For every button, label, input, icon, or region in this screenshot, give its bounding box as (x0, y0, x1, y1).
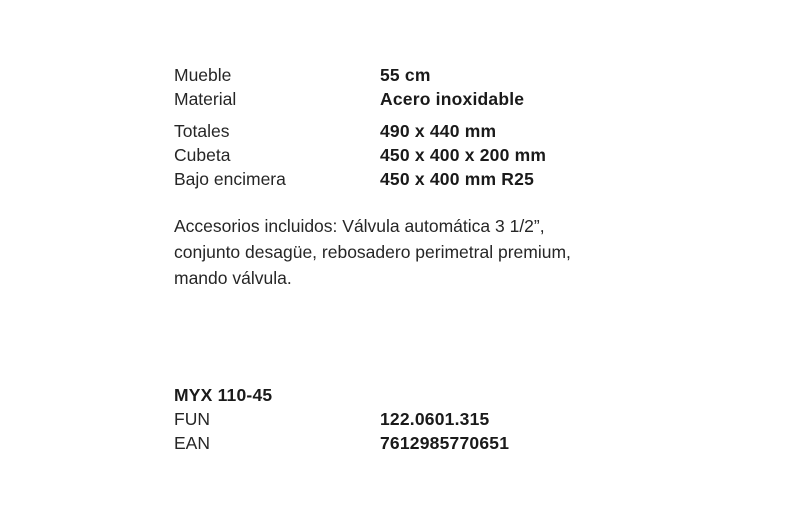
spec-label: Totales (174, 121, 230, 141)
model-value: 122.0601.315 (380, 409, 490, 429)
spec-row-mueble (174, 63, 774, 87)
model-value: 7612985770651 (380, 433, 510, 453)
model-row-fun (174, 407, 774, 431)
model-title: MYX 110-45 (174, 385, 273, 405)
spec-value: 450 x 400 x 200 mm (380, 145, 547, 165)
spec-label: Material (174, 89, 237, 109)
model-label: EAN (174, 433, 210, 453)
spec-row-cubeta (174, 143, 774, 167)
spec-row-totales (174, 119, 774, 143)
spec-row-bajo-encimera (174, 167, 774, 191)
model-label: FUN (174, 409, 210, 429)
spec-value: 450 x 400 mm R25 (380, 169, 535, 189)
spec-label: Cubeta (174, 145, 231, 165)
model-row-ean (174, 431, 774, 455)
spec-label: Bajo encimera (174, 169, 286, 189)
spec-value: 490 x 440 mm (380, 121, 497, 141)
spec-label: Mueble (174, 65, 232, 85)
spec-value: Acero inoxidable (380, 89, 525, 109)
model-info (174, 383, 774, 455)
spec-value: 55 cm (380, 65, 431, 85)
spec-row-material (174, 87, 774, 111)
accessories-text: Accesorios incluidos: Válvula automática 3 1/2”, conjunto desagüe, rebosadero perimetral premium, mando válvula. (174, 216, 571, 288)
spec-sheet (174, 63, 774, 291)
group-divider (174, 111, 774, 119)
